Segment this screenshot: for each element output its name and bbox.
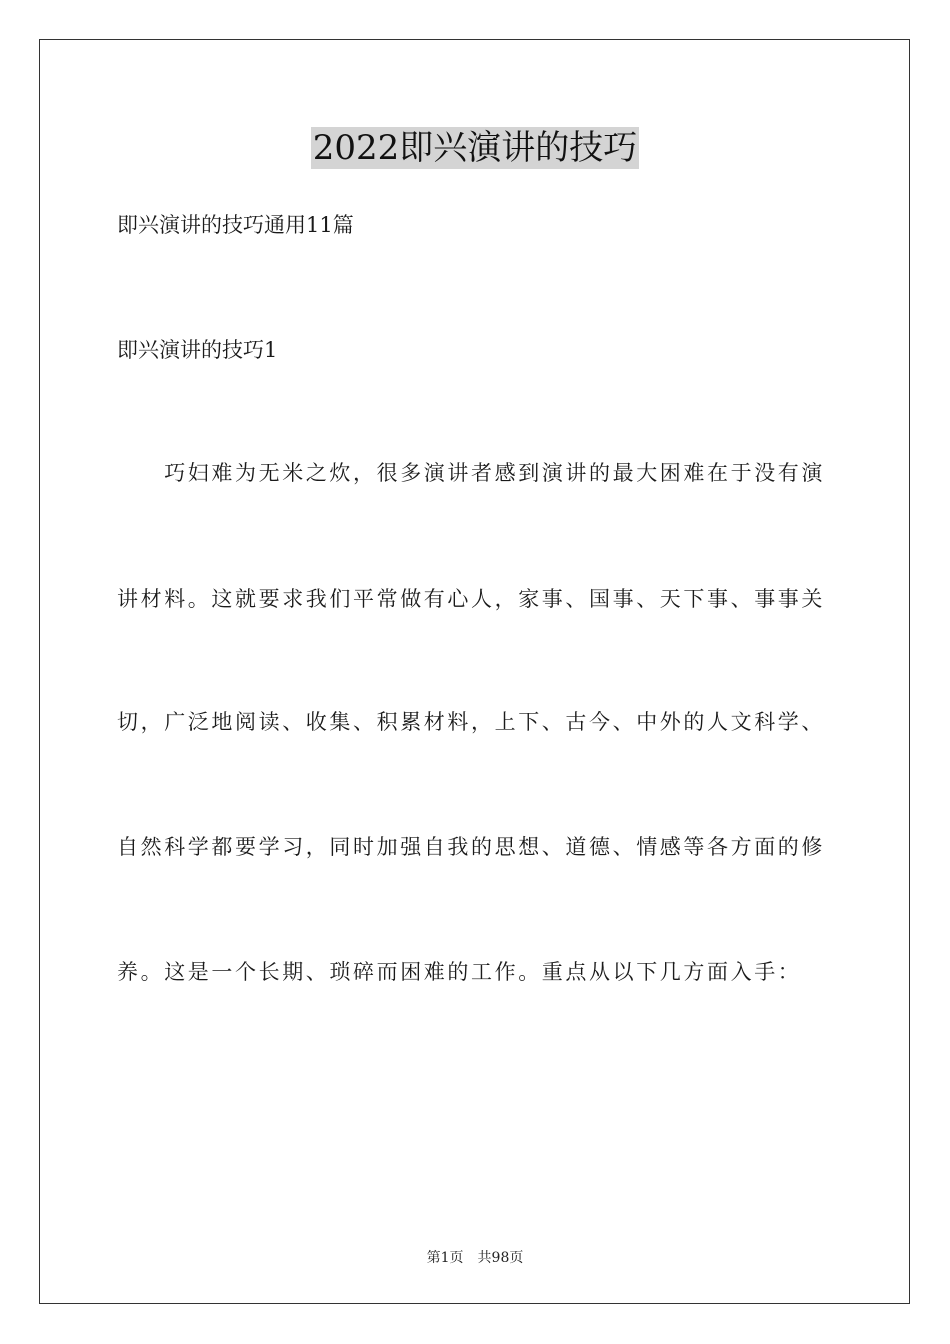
page-footer: 第1页 共98页 — [426, 1250, 524, 1266]
paragraph-line: 巧妇难为无米之炊，很多演讲者感到演讲的最大困难在于没有演 — [117, 461, 825, 485]
document-title: 2022即兴演讲的技巧 — [312, 128, 638, 168]
section-heading: 即兴演讲的技巧1 — [117, 338, 278, 362]
paragraph-line: 自然科学都要学习，同时加强自我的思想、道德、情感等各方面的修 — [117, 835, 825, 859]
document-subtitle: 即兴演讲的技巧通用11篇 — [117, 213, 354, 237]
paragraph-line: 讲材料。这就要求我们平常做有心人，家事、国事、天下事、事事关 — [117, 587, 825, 611]
title-container — [0, 127, 950, 169]
paragraph-line: 养。这是一个长期、琐碎而困难的工作。重点从以下几方面入手： — [117, 960, 802, 984]
paragraph-line: 切，广泛地阅读、收集、积累材料，上下、古今、中外的人文科学、 — [117, 710, 825, 734]
